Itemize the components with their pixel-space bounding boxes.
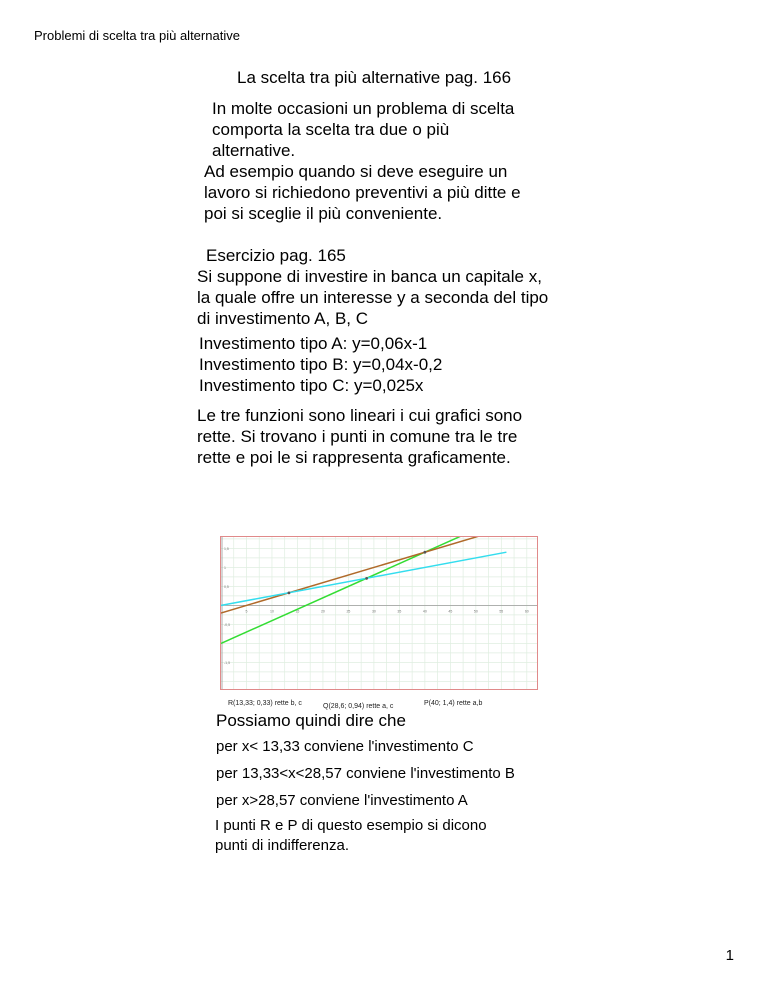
x-tick-label: 40 [422, 609, 427, 614]
x-tick-label: 45 [448, 609, 453, 614]
intersection-point [288, 591, 291, 594]
text-line: rette e poi le si rappresenta graficamente. [197, 448, 511, 467]
intersection-point [423, 551, 426, 554]
text-line: rette. Si trovano i punti in comune tra le tre [197, 427, 518, 446]
text-line: comporta la scelta tra due o più [212, 120, 450, 139]
page-number: 1 [725, 947, 734, 964]
conclusion-1: per x< 13,33 conviene l'investimento C [216, 738, 474, 755]
exercise-paragraph [197, 266, 548, 329]
text-line: Si suppone di investire in banca un capitale x, [197, 267, 542, 286]
exercise-title: Esercizio pag. 165 [206, 246, 346, 265]
text-line: lavoro si richiedono preventivi a più ditte e [204, 183, 521, 202]
point-p-label: P(40; 1,4) rette a,b [424, 700, 483, 707]
x-tick-label: 20 [320, 609, 325, 614]
text-line: In molte occasioni un problema di scelta [212, 99, 515, 118]
x-tick-label: 10 [270, 609, 274, 614]
investment-b: Investimento tipo B: y=0,04x-0,2 [199, 355, 443, 374]
example-paragraph [204, 161, 521, 224]
x-tick-label: 5 [245, 609, 248, 614]
investment-c: Investimento tipo C: y=0,025x [199, 376, 424, 395]
y-tick-label: -1,5 [224, 660, 231, 665]
investment-graph [220, 536, 538, 690]
x-tick-label: 30 [371, 609, 376, 614]
x-tick-label: 50 [473, 609, 478, 614]
text-line: punti di indifferenza. [215, 837, 349, 854]
indifference-paragraph [215, 816, 487, 856]
text-line: poi si sceglie il più conveniente. [204, 204, 443, 223]
text-line: I punti R e P di questo esempio si dicono [215, 817, 487, 834]
x-tick-label: 25 [346, 609, 351, 614]
y-tick-label: -0,5 [224, 622, 231, 627]
text-line: la quale offre un interesse y a seconda del tipo [197, 288, 549, 307]
conclusion-title: Possiamo quindi dire che [216, 711, 406, 730]
chart-svg [221, 537, 537, 689]
y-tick-label: 1 [224, 565, 226, 570]
x-tick-label: 55 [499, 609, 504, 614]
page-header: Problemi di scelta tra più alternative [34, 28, 240, 43]
x-tick-label: 15 [295, 609, 300, 614]
intro-paragraph [212, 98, 514, 161]
text-line: alternative. [212, 141, 296, 160]
intersection-point [365, 577, 368, 580]
text-line: Ad esempio quando si deve eseguire un [204, 162, 508, 181]
y-tick-label: 1,5 [224, 546, 229, 551]
x-tick-label: 60 [524, 609, 529, 614]
investments-list [199, 333, 442, 396]
conclusion-3: per x>28,57 conviene l'investimento A [216, 792, 468, 809]
point-r-label: R(13,33; 0,33) rette b, c [228, 700, 302, 707]
y-tick-label: 0,5 [224, 584, 229, 589]
page-title: La scelta tra più alternative pag. 166 [237, 68, 512, 87]
functions-paragraph [197, 405, 522, 468]
point-q-label: Q(28,6; 0,94) rette a, c [323, 703, 394, 710]
conclusion-2: per 13,33<x<28,57 conviene l'investimento B [216, 765, 515, 782]
text-line: di investimento A, B, C [197, 309, 369, 328]
x-tick-label: 35 [397, 609, 402, 614]
investment-a: Investimento tipo A: y=0,06x-1 [199, 334, 428, 353]
text-line: Le tre funzioni sono lineari i cui grafici sono [197, 406, 523, 425]
series-line-c [221, 552, 506, 605]
